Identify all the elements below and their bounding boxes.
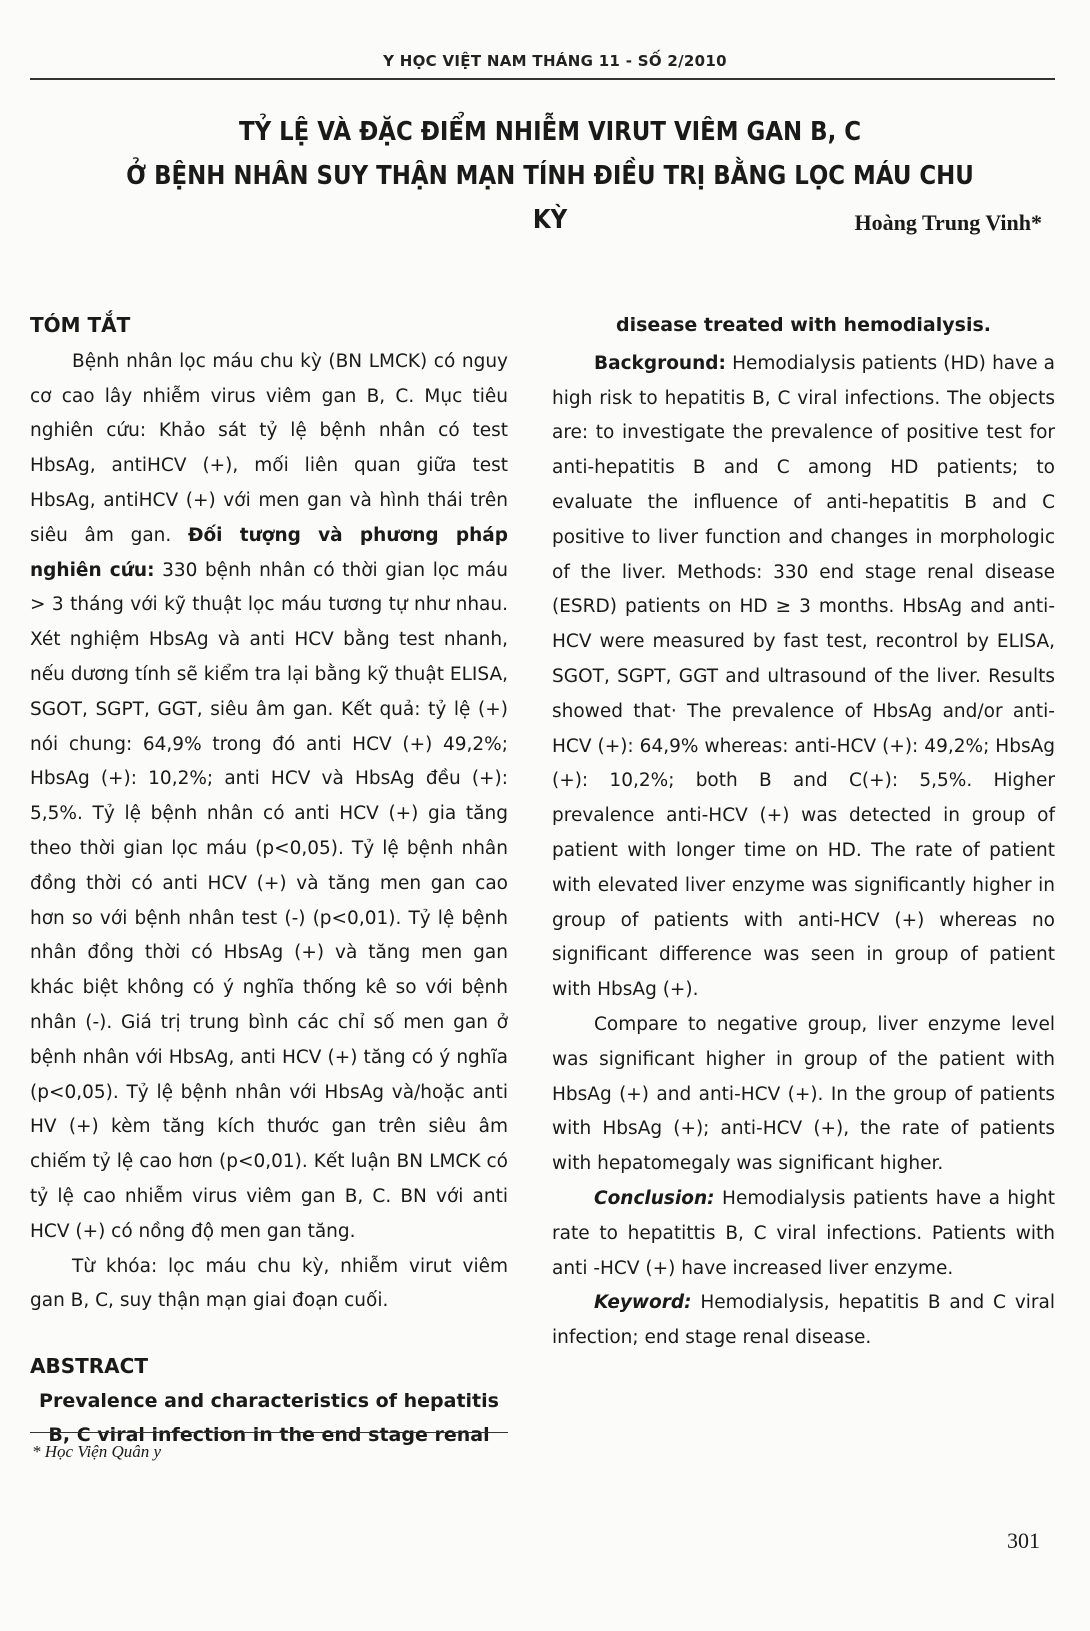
title-line-1: TỶ LỆ VÀ ĐẶC ĐIỂM NHIỄM VIRUT VIÊM GAN B, C [238, 117, 862, 147]
summary-paragraph [30, 345, 508, 1250]
right-column [552, 308, 1055, 1356]
abstract-title-line-1: Prevalence and characteristics of hepatitis [39, 1389, 499, 1412]
left-column [30, 308, 508, 1452]
journal-header: Y HỌC VIỆT NAM THÁNG 11 - SỐ 2/2010 [383, 52, 727, 70]
methods-label: Đối tượng và phương pháp nghiên cứu: [30, 524, 508, 581]
summary-text-b: 330 bệnh nhân có thời gian lọc máu > 3 tháng với kỹ thuật lọc máu tương tự như nhau. Xét nghiệm HbsAg và anti HCV bằng test nhanh, nếu dương tính sẽ kiểm tra lại bằng kỹ thuật ELISA, SGOT, SGPT, GGT, siêu âm gan. Kết quả: tỷ lệ (+) nói chung: 64,9% trong đó anti HCV (+) 49,2%; HbsAg (+): 10,2%; anti HCV và HbsAg đều (+): 5,5%. Tỷ lệ bệnh nhân có anti HCV (+) gia tăng theo thời gian lọc máu (p<0,05). Tỷ lệ bệnh nhân đồng thời có anti HCV (+) và tăng men gan cao hơn so với bệnh nhân test (-) (p<0,01). Tỷ lệ bệnh nhân đồng thời có HbsAg (+) và tăng men gan khác biệt không có ý nghĩa thống kê so với bệnh nhân (-). Giá trị trung bình các chỉ số men gan ở bệnh nhân với HbsAg, anti HCV (+) tăng có ý nghĩa (p<0,05). Tỷ lệ bệnh nhân với HbsAg và/hoặc anti HV (+) kèm tăng kích thước gan trên siêu âm chiếm tỷ lệ cao hơn (p<0,01). Kết luận BN LMCK có tỷ lệ cao nhiễm virus viêm gan B, C. BN với anti HCV (+) có nồng độ men gan tăng. [30, 559, 508, 1242]
background-label: Background: [594, 352, 726, 374]
conclusion-text: Hemodialysis patients have a hight rate to hepatittis B, C viral infections. Patients with anti -HCV (+) have increased liver enzyme. [552, 1187, 1055, 1279]
background-text: Hemodialysis patients (HD) have a high risk to hepatitis B, C viral infections. The objects are: to investigate the prevalence of positive test for anti-hepatitis B and C among HD patients; to evaluate the influence of anti-hepatitis B and C positive to liver function and changes in morphologic of the liver. Methods: 330 end stage renal disease (ESRD) patients on HD ≥ 3 months. HbsAg and anti-HCV were measured by fast test, recontrol by ELISA, SGOT, SGPT, GGT and ultrasound of the liver. Results showed that· The prevalence of HbsAg and/or anti-HCV (+): 64,9% whereas: anti-HCV (+): 49,2%; HbsAg (+): 10,2%; both B and C(+): 5,5%. Higher prevalence anti-HCV (+) was detected in group of patient with longer time on HD. The rate of patient with elevated liver enzyme was significantly higher in group of patients with anti-HCV (+) whereas no significant difference was seen in group of patient with HbsAg (+). [552, 352, 1055, 1001]
summary-keywords: Từ khóa: lọc máu chu kỳ, nhiễm virut viêm gan B, C, suy thận mạn giai đoạn cuối. [30, 1255, 508, 1312]
title-line-2: Ở BỆNH NHÂN SUY THẬN MẠN TÍNH ĐIỀU TRỊ BẰNG LỌC MÁU CHU KỲ [126, 161, 974, 235]
header-rule [70, 78, 1055, 80]
abstract-title-line-3: disease treated with hemodialysis. [615, 314, 992, 336]
conclusion-paragraph [552, 1182, 1055, 1286]
abstract-title-line-2: B, C viral infection in the end stage renal [48, 1423, 490, 1446]
keyword-label: Keyword: [594, 1292, 692, 1314]
header-rule-left [30, 78, 70, 80]
keyword-paragraph [552, 1286, 1055, 1356]
footnote: * Học Viện Quân y [32, 1442, 162, 1461]
abstract-heading: ABSTRACT [30, 1354, 148, 1379]
summary-heading: TÓM TẮT [30, 313, 131, 337]
conclusion-label: Conclusion: [594, 1187, 715, 1209]
footnote-rule [30, 1432, 508, 1433]
compare-paragraph: Compare to negative group, liver enzyme level was significant higher in group of the patient with HbsAg (+) and anti-HCV (+). In the group of patients with HbsAg (+); anti-HCV (+), the rate of patients with hepatomegaly was significant higher. [552, 1013, 1055, 1175]
author: Hoàng Trung Vinh* [854, 210, 1042, 235]
summary-text-a: Bệnh nhân lọc máu chu kỳ (BN LMCK) có nguy cơ cao lây nhiễm virus viêm gan B, C. Mục tiêu nghiên cứu: Khảo sát tỷ lệ bệnh nhân có test HbsAg, antiHCV (+), mối liên quan giữa test HbsAg, antiHCV (+) với men gan và hình thái trên siêu âm gan. [30, 350, 508, 546]
background-paragraph [552, 347, 1055, 1008]
article-title [119, 110, 981, 242]
keyword-text: Hemodialysis, hepatitis B and C viral infection; end stage renal disease. [552, 1292, 1055, 1349]
page-number: 301 [1007, 1528, 1040, 1553]
